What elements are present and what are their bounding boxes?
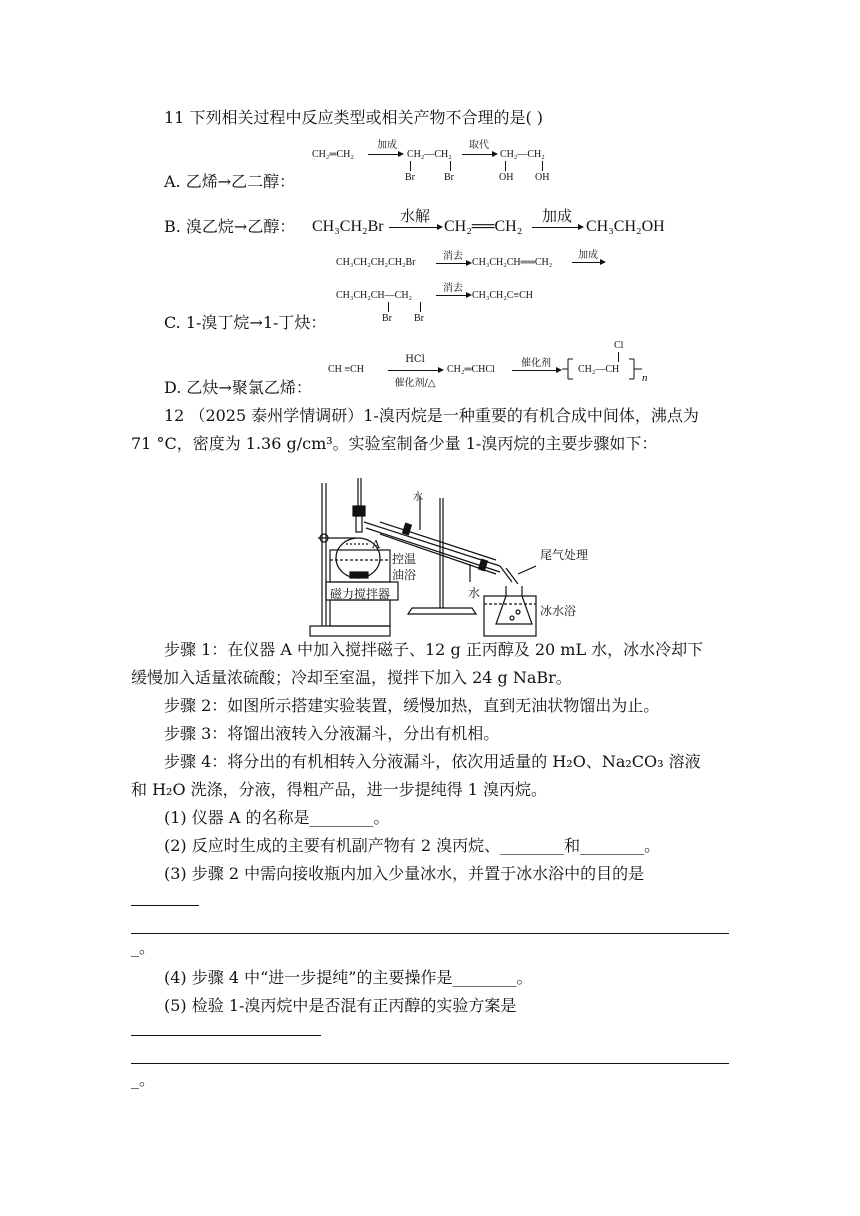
c-bond2: [420, 302, 421, 312]
subq3-answer-line1: [131, 905, 199, 906]
c-row1-arrow2-label: 加成: [578, 250, 598, 261]
a-diol: CH₂—CH₂: [500, 149, 545, 160]
c-br1: Br: [382, 313, 392, 324]
fig-water-top: 水: [413, 492, 423, 503]
fig-water-bottom: 水: [468, 586, 481, 600]
d-cl: Cl: [614, 340, 624, 351]
d-part1: CH ≡CH: [328, 364, 364, 375]
d-n: n: [642, 372, 648, 384]
option-b-label: B. 溴乙烷→乙醇：: [164, 217, 296, 236]
subq5-end: _。: [131, 1070, 156, 1089]
fig-stirrer: 磁力搅拌器: [330, 587, 391, 601]
a-br2: Br: [444, 172, 454, 183]
subq5: (5) 检验 1-溴丙烷中是否混有正丙醇的实验方案是: [164, 996, 517, 1015]
a-ethylene: CH₂═CH₂: [312, 149, 354, 160]
c-row2a: CH₃CH₂CH—CH₂: [336, 290, 413, 301]
fig-ice-bath: 冰水浴: [540, 604, 577, 618]
a-dibromo: CH₂—CH₂: [407, 149, 452, 160]
step2: 步骤 2：如图所示搭建实验装置，缓慢加热，直到无油状物馏出为止。: [164, 696, 660, 715]
a-arrow2-label: 取代: [469, 140, 489, 151]
option-d-label: D. 乙炔→聚氯乙烯：: [164, 378, 312, 397]
d-arrow1-bottom: 催化剂/△: [394, 378, 436, 389]
a-oh1: OH: [499, 172, 514, 183]
subq5-answer-line2: [131, 1063, 729, 1064]
q12-stem-2: 71 °C，密度为 1.36 g/cm³。实验室制备少量 1-溴丙烷的主要步骤如下：: [131, 434, 658, 453]
a-bond1: [410, 161, 411, 171]
d-poly: CH₂—CH: [578, 364, 620, 375]
d-arrow1-top: HCl: [405, 354, 425, 365]
c-row1a: CH₃CH₂CH₂CH₂Br: [336, 257, 416, 268]
subq3: (3) 步骤 2 中需向接收瓶内加入少量冰水，并置于冰水浴中的目的是: [164, 864, 645, 883]
step4-line2: 和 H₂O 洗涤，分液，得粗产品，进一步提纯得 1 溴丙烷。: [131, 780, 548, 799]
subq3-answer-line2: [131, 933, 729, 934]
c-row2b: CH₃CH₂C≡CH: [472, 290, 533, 301]
a-arrow1-label: 加成: [377, 140, 397, 151]
subq1: (1) 仪器 A 的名称是________。: [164, 808, 390, 827]
a-arrow2: [462, 154, 496, 155]
subq2: (2) 反应时生成的主要有机副产物有 2 溴丙烷、________和________。: [164, 836, 661, 855]
a-bond4: [542, 161, 543, 171]
subq5-answer-line1: [131, 1035, 321, 1036]
c-row2-arrow-label: 消去: [443, 283, 463, 294]
q12-stem-1: 12 （2025 泰州学情调研）1-溴丙烷是一种重要的有机合成中间体，沸点为: [164, 406, 699, 425]
option-a-label: A. 乙烯→乙二醇：: [164, 172, 296, 191]
c-row2-arrow: [436, 295, 470, 296]
c-br2: Br: [414, 313, 424, 324]
a-oh2: OH: [535, 172, 550, 183]
d-arrow2-top: 催化剂: [521, 358, 551, 369]
d-bond: [618, 352, 619, 362]
fig-ctrl-temp: 控温: [392, 552, 417, 566]
c-row1-arrow2: [572, 262, 604, 263]
a-bond2: [450, 161, 451, 171]
subq3-end: _。: [131, 938, 156, 957]
step1-line1: 步骤 1：在仪器 A 中加入搅拌磁子、12 g 正丙醇及 20 mL 水，冰水冷却下: [164, 640, 704, 659]
c-bond1: [388, 302, 389, 312]
step3: 步骤 3：将馏出液转入分液漏斗，分出有机相。: [164, 724, 500, 743]
b-part2: CH₂══CH₂: [444, 218, 523, 235]
b-part1: CH₃CH₂Br: [312, 218, 384, 235]
b-arrow2: [532, 227, 582, 228]
a-arrow1: [368, 154, 402, 155]
apparatus-figure: [300, 478, 620, 638]
d-bracket-left: [562, 357, 576, 381]
c-row1-arrow-label: 消去: [443, 251, 463, 262]
b-arrow1: [389, 227, 441, 228]
step1-line2: 缓慢加入适量浓硫酸；冷却至室温，搅拌下加入 24 g NaBr。: [131, 668, 572, 687]
d-arrow2: [512, 370, 560, 371]
q11-stem: 11 下列相关过程中反应类型或相关产物不合理的是( ): [164, 108, 544, 127]
fig-oil-bath: 油浴: [392, 568, 417, 582]
a-bond3: [505, 161, 506, 171]
c-row1b: CH₃CH₂CH══CH₂: [472, 257, 553, 268]
subq4: (4) 步骤 4 中“进一步提纯”的主要操作是________。: [164, 968, 533, 987]
d-part2: CH₂═CHCl: [447, 364, 495, 375]
c-row1-arrow: [436, 263, 470, 264]
d-arrow1: [388, 370, 442, 371]
option-c-label: C. 1-溴丁烷→1-丁炔：: [164, 313, 327, 332]
fig-label-a: A: [372, 538, 380, 551]
a-br1: Br: [405, 172, 415, 183]
step4-line1: 步骤 4：将分出的有机相转入分液漏斗，依次用适量的 H₂O、Na₂CO₃ 溶液: [164, 752, 701, 771]
b-part3: CH₃CH₂OH: [586, 218, 665, 235]
b-arrow1-label: 水解: [399, 207, 430, 225]
b-arrow2-label: 加成: [541, 207, 572, 225]
fig-tail-gas: 尾气处理: [540, 548, 589, 562]
